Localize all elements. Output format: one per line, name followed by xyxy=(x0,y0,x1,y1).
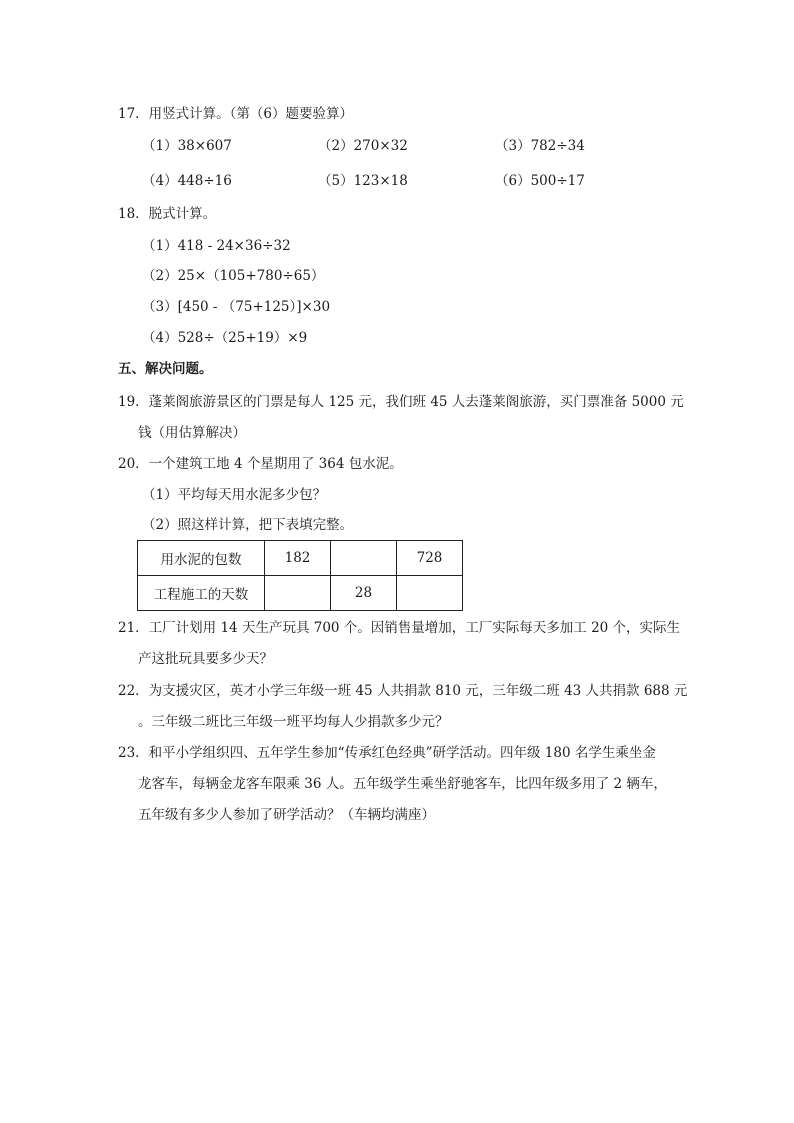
table-cell xyxy=(265,576,331,611)
q17-item-4: （4）448÷16 xyxy=(142,173,232,189)
q18-item-4: （4）528÷（25+19）×9 xyxy=(142,330,308,346)
table-cell xyxy=(397,576,463,611)
q17-title: 17．用竖式计算。（第（6）题要验算） xyxy=(118,106,354,122)
q18-item-3: （3）[450 - （75+125）]×30 xyxy=(142,299,331,315)
q22-line-1: 22．为支援灾区，英才小学三年级一班 45 人共捐款 810 元，三年级二班 43 人共捐款 688 元 xyxy=(118,683,688,699)
q19-line-2: 钱（用估算解决） xyxy=(138,425,246,441)
q22-line-2: 。三年级二班比三年级一班平均每人少捐款多少元？ xyxy=(138,714,449,730)
q18-item-2: （2）25×（105+780÷65） xyxy=(142,268,325,284)
q20-table xyxy=(137,540,463,611)
table-row-header-bags: 用水泥的包数 xyxy=(138,541,265,576)
q19-line-1: 19．蓬莱阁旅游景区的门票是每人 125 元，我们班 45 人去蓬莱阁旅游，买门票准备 5000 元 xyxy=(118,394,684,410)
section-5-title: 五、解决问题。 xyxy=(118,361,213,377)
q23-line-3: 五年级有多少人参加了研学活动？（车辆均满座） xyxy=(138,807,435,823)
q20-title: 20．一个建筑工地 4 个星期用了 364 包水泥。 xyxy=(118,456,403,472)
q17-item-5: （5）123×18 xyxy=(318,173,408,189)
q21-line-1: 21．工厂计划用 14 天生产玩具 700 个。因销售量增加，工厂实际每天多加工 20 个，实际生 xyxy=(118,620,681,636)
table-row xyxy=(138,576,463,611)
q17-item-3: （3）782÷34 xyxy=(495,138,585,154)
q18-title: 18．脱式计算。 xyxy=(118,206,217,222)
table-cell: 728 xyxy=(397,541,463,576)
q17-item-2: （2）270×32 xyxy=(318,138,408,154)
table-row xyxy=(138,541,463,576)
table-cell: 182 xyxy=(265,541,331,576)
q23-line-2: 龙客车，每辆金龙客车限乘 36 人。五年级学生乘坐舒驰客车，比四年级多用了 2 辆车， xyxy=(138,776,667,792)
q21-line-2: 产这批玩具要多少天？ xyxy=(138,651,273,667)
q18-item-1: （1）418 - 24×36÷32 xyxy=(142,238,291,254)
q23-line-1: 23．和平小学组织四、五年学生参加“传承红色经典”研学活动。四年级 180 名学生乘坐金 xyxy=(118,745,656,761)
q20-sub-1: （1）平均每天用水泥多少包？ xyxy=(142,487,327,503)
table-row-header-days: 工程施工的天数 xyxy=(138,576,265,611)
q20-sub-2: （2）照这样计算，把下表填完整。 xyxy=(142,517,354,533)
table-cell xyxy=(331,541,397,576)
q17-item-1: （1）38×607 xyxy=(142,138,232,154)
table-cell: 28 xyxy=(331,576,397,611)
q17-item-6: （6）500÷17 xyxy=(495,173,585,189)
